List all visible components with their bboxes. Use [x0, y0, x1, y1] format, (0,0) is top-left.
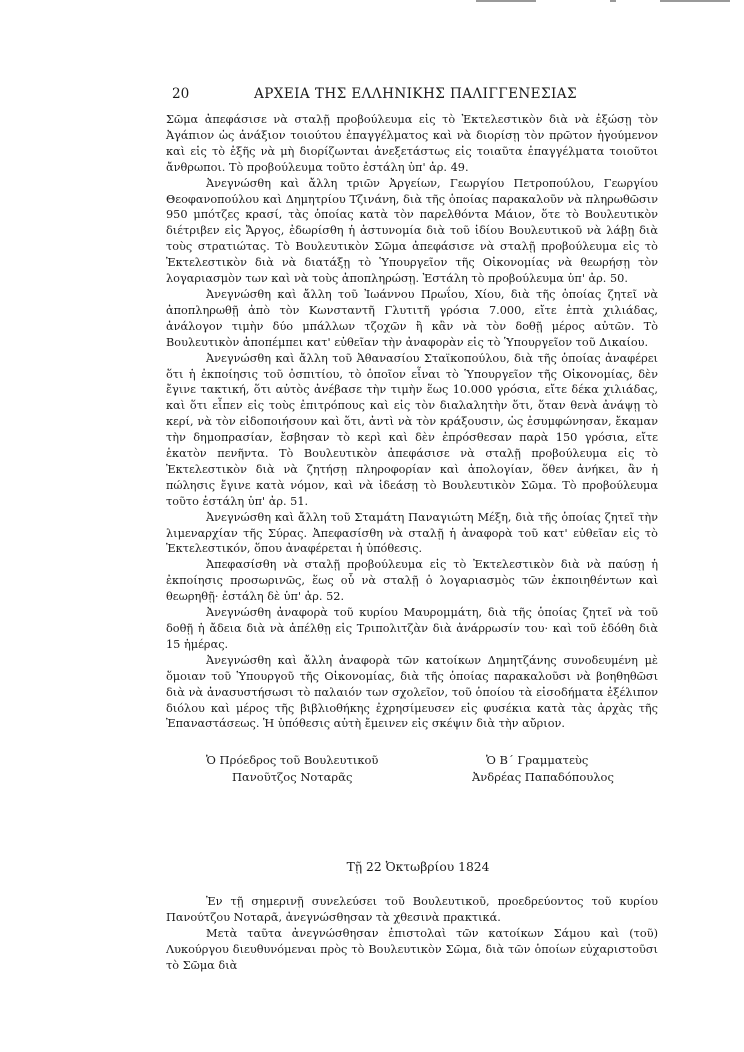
edge-mark — [476, 0, 536, 2]
page-header — [166, 86, 658, 112]
signatures — [166, 752, 658, 796]
paragraph: Σῶμα ἀπεφάσισε νὰ σταλῇ προβούλευμα εἰς τὸ Ἐκτελεστικὸν διὰ νὰ ἐξώσῃ τὸν Ἀγάπιον ὡς ἀνάξιον τοιούτου ἐπαγγέλματος καὶ νὰ διορίσῃ τὸν πρῶτον ἡγούμενον καὶ εἰς τὸ ἑξῆς νὰ μὴ διορίζωνται ἀνεξετάστως εἰς τοιαῦτα ἐπαγγέλματα τοιοῦτοι ἄνθρωποι. Τὸ προβούλευμα τοῦτο ἐστάλη ὑπ' ἀρ. 49. — [166, 113, 658, 174]
paragraph: Ἀνεγνώσθη καὶ ἄλλη τοῦ Σταμάτη Παναγιώτη Μέξη, διὰ τῆς ὁποίας ζητεῖ τὴν λιμεναρχίαν τῆς Σύρας. Ἀπεφασίσθη νὰ σταλῇ ἡ ἀναφορὰ τοῦ κατ' εὐθεῖαν εἰς τὸ Ἐκτελεστικόν, ὅπου ἀναφέρεται ἡ ὑπόθεσις. — [166, 510, 658, 556]
session-date-heading: Τῇ 22 Ὀκτωβρίου 1824 — [346, 860, 490, 875]
paragraph: Ἀνεγνώσθη καὶ ἄλλη τοῦ Ἰωάννου Πρωΐου, Χίου, διὰ τῆς ὁποίας ζητεῖ νὰ ἀποπληρωθῇ ἀπὸ τὸν Κωνσταντῆ Γλυτιτῆ γρόσια 7.000, εἴτε ἑπτὰ χιλιάδας, ἀνάλογον τιμὴν δύο μπάλλων τζοχῶν ἢ κἂν νὰ τὸν δοθῇ μέρος αὐτῶν. Τὸ Βουλευτικὸν ἀποπέμπει κατ' εὐθεῖαν τὴν ἀναφορὰν εἰς τὸ Ὑπουργεῖον τοῦ Δικαίου. — [166, 287, 658, 349]
president-signature — [206, 752, 378, 786]
top-edge-marks — [0, 0, 744, 8]
paragraph: Μετὰ ταῦτα ἀνεγνώσθησαν ἐπιστολαὶ τῶν κατοίκων Σάμου καὶ (τοῦ) Λυκούργου διευθυνόμεναι πρὸς τὸ Βουλευτικὸν Σῶμα, διὰ τῶν ὁποίων εὐχαριστοῦσι τὸ Σῶμα διὰ — [166, 927, 658, 972]
body-text-second-session — [166, 894, 658, 974]
body-text — [166, 112, 658, 732]
paragraph: Ἀνεγνώσθη καὶ ἄλλη ἀναφορὰ τῶν κατοίκων Δημητζάνης συνοδευμένη μὲ ὅμοιαν τοῦ Ὑπουργοῦ τῆς Οἰκονομίας, διὰ τῆς ὁποίας παρακαλοῦσι νὰ βοηθηθῶσι διὰ νὰ ἀνασυστήσωσι τὸ παλαιόν των σχολεῖον, τοῦ ὁποίου τὰ εἰσοδήματα ἐξέλιπον διόλου καὶ μέρος τῆς βιβλιοθήκης ἐχρησίμευσεν εἰς φυσέκια κατὰ τὰς ἀρχὰς τῆς Ἐπαναστάσεως. Ἡ ὑπόθεσις αὐτὴ ἔμεινεν εἰς σκέψιν διὰ τὴν αὔριον. — [166, 653, 658, 731]
paragraph: Ἀπεφασίσθη νὰ σταλῇ προβούλευμα εἰς τὸ Ἐκτελεστικὸν διὰ νὰ παύσῃ ἡ ἐκποίησις προσωρινῶς, ἕως οὗ νὰ σταλῇ ὁ λογαριασμὸς τῶν ἐκποιηθέντων καὶ θεωρηθῇ· ἐστάλη δὲ ὑπ' ἀρ. 52. — [166, 558, 658, 604]
secretary-name: Ἀνδρέας Παπαδόπουλος — [472, 770, 614, 785]
paragraph: Ἀνεγνώσθη καὶ ἄλλη τριῶν Ἀργείων, Γεωργίου Πετροπούλου, Γεωργίου Θεοφανοπούλου καὶ Δημητρίου Τζινάνη, διὰ τῆς ὁποίας παρακαλοῦν νὰ πληρωθῶσιν 950 μπότζες κρασί, τὰς ὁποίας κατὰ τὸν παρελθόντα Μάιον, ὅτε τὸ Βουλευτικὸν διέτριβεν εἰς Ἄργος, ἐδωρίσθη ἡ ἀστυνομία διὰ τοῦ ἰδίου Βουλευτικοῦ νὰ λάβῃ διὰ τοὺς στρατιώτας. Τὸ Βουλευτικὸν Σῶμα ἀπεφάσισε νὰ σταλῇ προβούλευμα εἰς τὸ Ἐκτελεστικὸν διὰ νὰ διατάξῃ τὸ Ὑπουργεῖον τῆς Οἰκονομίας νὰ θεωρήσῃ τὸν λογαριασμὸν των καὶ νὰ τοὺς ἀποπληρώσῃ. Ἐστάλη τὸ προβούλευμα ὑπ' ἀρ. 50. — [166, 176, 658, 286]
president-name: Πανοῦτζος Νοταρᾶς — [232, 770, 353, 785]
president-role: Ὁ Πρόεδρος τοῦ Βουλευτικοῦ — [206, 753, 379, 768]
page-number: 20 — [172, 86, 190, 102]
paragraph: Ἀνεγνώσθη ἀναφορὰ τοῦ κυρίου Μαυρομμάτη, διὰ τῆς ὁποίας ζητεῖ νὰ τοῦ δοθῇ ἡ ἄδεια διὰ νὰ ἀπέλθῃ εἰς Τριπολιτζὰν διὰ ἀνάρρωσίν του· καὶ τοῦ ἐδόθη διὰ 15 ἡμέρας. — [166, 606, 658, 651]
edge-mark — [610, 0, 616, 2]
running-title: ΑΡΧΕΙΑ ΤΗΣ ΕΛΛΗΝΙΚΗΣ ΠΑΛΙΓΓΕΝΕΣΙΑΣ — [254, 86, 578, 102]
paragraph: Ἀνεγνώσθη καὶ ἄλλη τοῦ Ἀθανασίου Σταϊκοπούλου, διὰ τῆς ὁποίας ἀναφέρει ὅτι ἡ ἐκποίησις τοῦ ὀσπιτίου, τὸ ὁποῖον εἶναι τὸ Ὑπουργεῖον τῆς Οἰκονομίας, δὲν ἔγινε τακτική, ὅτι αὐτὸς ἀνέβασε τὴν τιμὴν ἕως 10.000 γρόσια, εἴτε δέκα χιλιάδας, καὶ ὅτι εἶπεν εἰς τοὺς ἐπιτρόπους καὶ εἰς τὸν διαλαλητὴν ὅτι, ὅταν θενὰ ἀνάψῃ τὸ κερί, νὰ τὸν εἰδοποιήσουν καὶ ὅτι, ἀντὶ νὰ τὸν κράξουσιν, ὡς ἐσυμφώνησαν, ἔκαμαν τὴν δημοπρασίαν, ἔσβησαν τὸ κερὶ καὶ δὲν ἐπρόσθεσαν παρὰ 150 γρόσια, εἴτε ἑκατὸν πενῆντα. Τὸ Βουλευτικὸν ἀπεφάσισε νὰ σταλῇ προβούλευμα εἰς τὸ Ἐκτελεστικὸν διὰ νὰ ζητήσῃ πληροφορίαν καὶ ἀπολογίαν, ὅθεν ἀνήκει, ἂν ἡ πώλησις ἔγινε κατὰ νόμον, καὶ νὰ ἰδεάσῃ τὸ Βουλευτικὸν Σῶμα. Τὸ προβούλευμα τοῦτο ἐστάλη ὑπ' ἀρ. 51. — [166, 351, 658, 508]
document-page — [166, 86, 658, 974]
secretary-signature — [472, 752, 614, 786]
paragraph: Ἐν τῇ σημερινῇ συνελεύσει τοῦ Βουλευτικοῦ, προεδρεύοντος τοῦ κυρίου Πανούτζου Νοταρᾶ, ἀνεγνώσθησαν τὰ χθεσινὰ πρακτικά. — [166, 895, 658, 925]
secretary-role: Ὁ Β΄ Γραμματεὺς — [486, 753, 589, 768]
edge-mark — [660, 0, 730, 2]
